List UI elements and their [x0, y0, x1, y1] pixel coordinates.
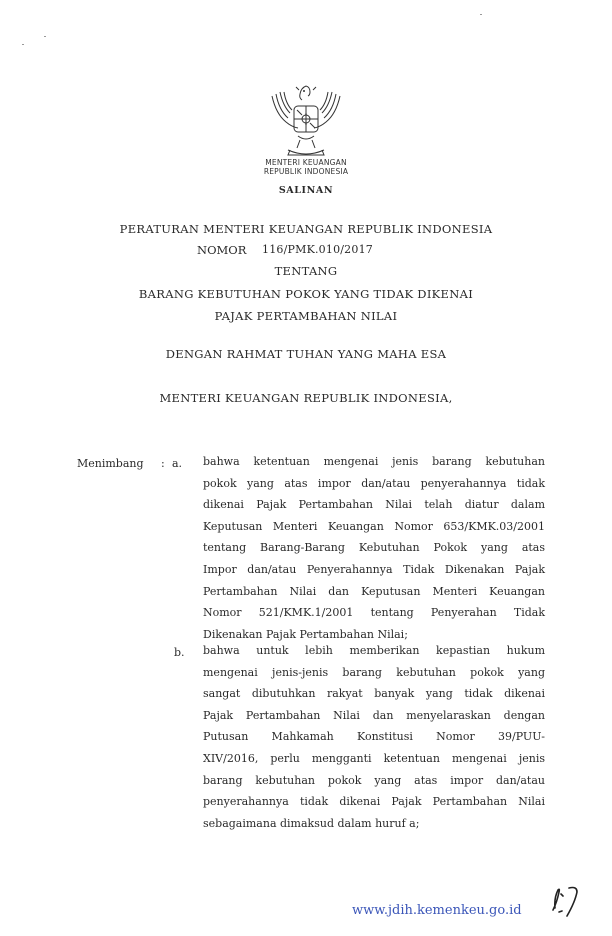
salinan-stamp: SALINAN: [278, 185, 334, 196]
regulation-title: PERATURAN MENTERI KEUANGAN REPUBLIK INDONESIA: [119, 222, 493, 236]
item-a-line: Keputusan Menteri Keuangan Nomor 653/KMK.03/2001: [203, 519, 545, 533]
item-a-line: Dikenakan Pajak Pertambahan Nilai;: [203, 627, 408, 641]
item-letter-a: a.: [172, 457, 183, 470]
signature-initials-icon: [547, 880, 593, 920]
item-a-line: dikenai Pajak Pertambahan Nilai telah diatur dalam: [203, 498, 545, 512]
nomor-label: NOMOR: [197, 243, 247, 257]
item-a-line: Nomor 521/KMK.1/2001 tentang Penyerahan Tidak: [203, 606, 545, 620]
item-a-line: tentang Barang-Barang Kebutuhan Pokok yang atas: [203, 541, 545, 555]
item-b-line: sangat dibutuhkan rakyat banyak yang tidak dikenai: [203, 687, 545, 701]
item-b-line: XIV/2016, perlu mengganti ketentuan mengenai jenis: [203, 751, 545, 765]
subject-line-2: PAJAK PERTAMBAHAN NILAI: [214, 309, 398, 323]
subject-line-1: BARANG KEBUTUHAN POKOK YANG TIDAK DIKENAI: [138, 287, 474, 301]
item-a-line: Impor dan/atau Penyerahannya Tidak Dikenakan Pajak: [203, 562, 545, 576]
item-a-paragraph: [203, 451, 545, 645]
item-a-line: bahwa ketentuan mengenai jenis barang kebutuhan: [203, 455, 545, 468]
item-b-line: bahwa untuk lebih memberikan kepastian hukum: [203, 644, 545, 657]
scan-speck: [22, 44, 24, 45]
item-a-line: Pertambahan Nilai dan Keputusan Menteri Keuangan: [203, 584, 545, 598]
item-b-line: penyerahannya tidak dikenai Pajak Pertambahan Nilai: [203, 795, 545, 809]
jdih-website-link[interactable]: www.jdih.kemenkeu.go.id: [352, 903, 522, 918]
item-b-line: Pajak Pertambahan Nilai dan menyelaraskan dengan: [203, 708, 545, 722]
item-a-line: pokok yang atas impor dan/atau penyerahannya tidak: [203, 476, 545, 490]
issuer-heading: MENTERI KEUANGAN REPUBLIK INDONESIA,: [159, 391, 453, 405]
ministry-line-2: REPUBLIK INDONESIA: [263, 167, 349, 176]
menimbang-colon: :: [161, 457, 165, 470]
tentang-heading: TENTANG: [274, 264, 338, 278]
menimbang-label: Menimbang: [77, 457, 144, 470]
item-b-line: barang kebutuhan pokok yang atas impor dan/atau: [203, 773, 545, 787]
item-letter-b: b.: [174, 646, 185, 659]
item-b-line: mengenai jenis-jenis barang kebutuhan pokok yang: [203, 665, 545, 679]
scan-speck: [480, 14, 482, 15]
item-b-paragraph: [203, 640, 545, 834]
scan-speck: [44, 36, 46, 37]
item-b-line: sebagaimana dimaksud dalam huruf a;: [203, 816, 420, 830]
item-b-line: Putusan Mahkamah Konstitusi Nomor 39/PUU-: [203, 730, 545, 744]
nomor-value: 116/PMK.010/2017: [262, 243, 373, 256]
preamble: DENGAN RAHMAT TUHAN YANG MAHA ESA: [165, 347, 447, 361]
ministry-line-1: MENTERI KEUANGAN: [265, 158, 347, 167]
garuda-emblem-icon: [266, 78, 346, 160]
